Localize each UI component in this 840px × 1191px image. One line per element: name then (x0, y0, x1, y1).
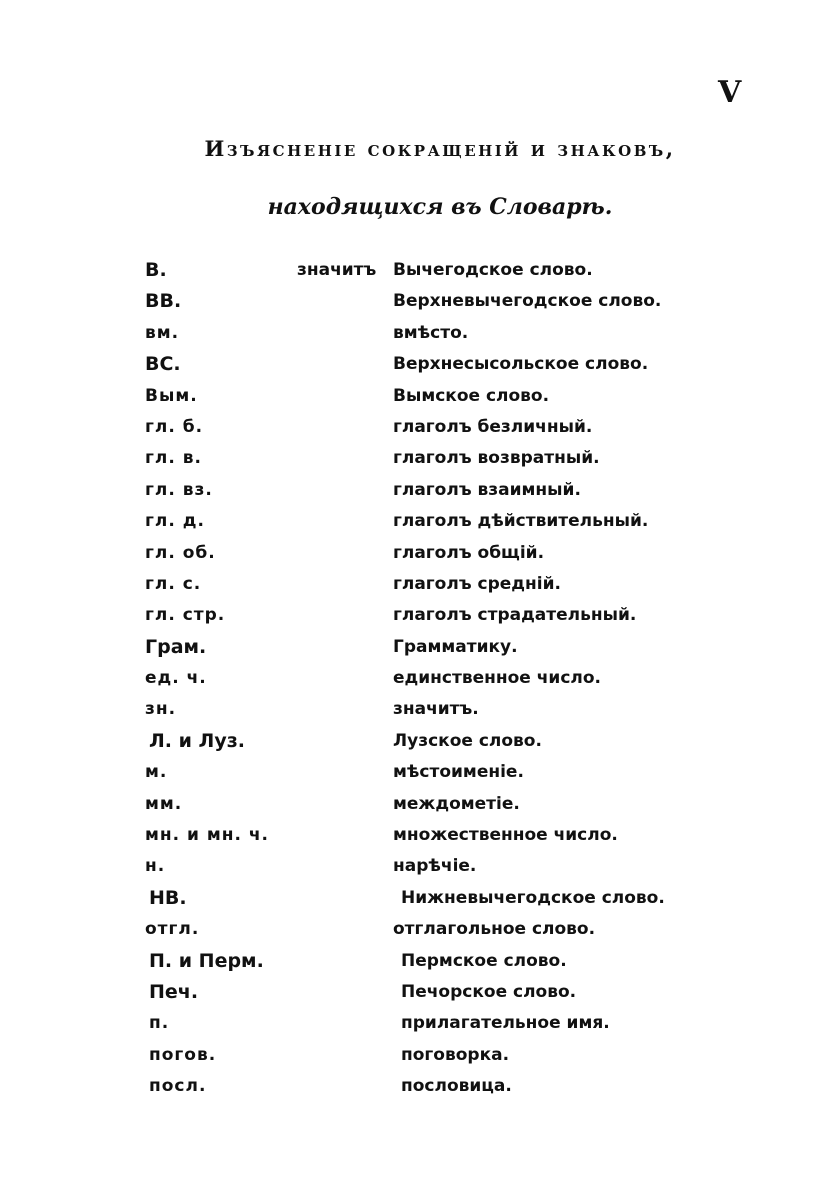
page-subtitle: находящихся въ Словарѣ. (267, 194, 613, 220)
abbreviation-meaning: Грамматику. (393, 636, 518, 657)
abbreviation-row (145, 757, 725, 788)
abbreviation: зн. (145, 699, 177, 720)
abbreviation: гл. с. (145, 573, 202, 594)
abbreviation: В. (145, 259, 167, 281)
abbreviation-list (145, 255, 725, 1103)
abbreviation-meaning: Вымское слово. (393, 385, 550, 406)
abbreviation-meaning: пословица. (401, 1076, 512, 1097)
abbreviation: м. (145, 762, 168, 783)
abbreviation-row (145, 381, 725, 412)
abbreviation-meaning: прилагательное имя. (401, 1013, 610, 1034)
abbreviation: Грам. (145, 635, 207, 658)
abbreviation-row (145, 663, 725, 694)
abbreviation: ед. ч. (145, 668, 207, 689)
abbreviation-meaning: глаголъ дѣйствительный. (393, 511, 649, 532)
abbreviation-meaning: Верхневычегодское слово. (393, 291, 662, 312)
abbreviation-row (145, 1008, 725, 1039)
abbreviation-row (145, 412, 725, 443)
abbreviation: н. (145, 856, 166, 877)
abbreviation-meaning: нарѣчіе. (393, 856, 477, 877)
abbreviation-row (145, 506, 725, 537)
abbreviation: отгл. (145, 919, 200, 940)
abbreviation-row (145, 726, 725, 757)
abbreviation: ВВ. (145, 290, 182, 313)
abbreviation-row (145, 694, 725, 725)
connector-word: значитъ (297, 260, 377, 280)
abbreviation-row (145, 977, 725, 1008)
abbreviation: гл. в. (145, 448, 202, 469)
abbreviation-meaning: Нижневычегодское слово. (401, 887, 665, 908)
abbreviation-meaning: междометіе. (393, 793, 520, 814)
abbreviation-row (145, 255, 725, 286)
abbreviation: мн. и мн. ч. (145, 825, 269, 846)
abbreviation: вм. (145, 322, 180, 343)
abbreviation: П. и Перм. (149, 949, 264, 972)
abbreviation: погов. (149, 1044, 217, 1065)
abbreviation-meaning: мѣстоименіе. (393, 762, 524, 783)
abbreviation-meaning: поговорка. (401, 1044, 510, 1065)
abbreviation: Л. и Луз. (149, 729, 245, 752)
abbreviation-row (145, 1071, 725, 1102)
abbreviation: гл. вз. (145, 479, 213, 500)
page-title: Изъясненіе сокращеній и знаковъ, (204, 136, 676, 161)
abbreviation-meaning: значитъ. (393, 699, 479, 720)
abbreviation-meaning: Пермское слово. (401, 950, 567, 971)
abbreviation-meaning: глаголъ взаимный. (393, 479, 581, 500)
abbreviation: НВ. (149, 886, 187, 909)
abbreviation-meaning: глаголъ средній. (393, 573, 561, 594)
page-number: V (718, 75, 742, 110)
abbreviation-row (145, 946, 725, 977)
abbreviation-row (145, 914, 725, 945)
abbreviation-row (145, 789, 725, 820)
abbreviation-row (145, 851, 725, 882)
abbreviation-meaning: множественное число. (393, 825, 618, 846)
abbreviation: гл. стр. (145, 605, 226, 626)
abbreviation-meaning: Печорское слово. (401, 981, 577, 1002)
abbreviation-row (145, 349, 725, 380)
abbreviation: гл. д. (145, 511, 205, 532)
abbreviation: гл. об. (145, 542, 216, 563)
abbreviation-meaning: глаголъ возвратный. (393, 448, 600, 469)
abbreviation-row (145, 286, 725, 317)
abbreviation-meaning: Лузское слово. (393, 730, 542, 751)
abbreviation: мм. (145, 793, 183, 814)
abbreviation-meaning: глаголъ безличный. (393, 416, 593, 437)
abbreviation-row (145, 883, 725, 914)
abbreviation-meaning: глаголъ страдательный. (393, 605, 637, 626)
abbreviation-row (145, 538, 725, 569)
abbreviation-row (145, 475, 725, 506)
abbreviation: гл. б. (145, 416, 204, 437)
abbreviation-meaning: глаголъ общій. (393, 542, 545, 563)
abbreviation-row (145, 569, 725, 600)
abbreviation: посл. (149, 1076, 207, 1097)
abbreviation: ВС. (145, 353, 181, 376)
abbreviation-meaning: Верхнесысольское слово. (393, 354, 649, 375)
abbreviation-meaning: Вычегодское слово. (393, 260, 593, 280)
abbreviation-row (145, 318, 725, 349)
abbreviation: Печ. (149, 980, 199, 1003)
abbreviation-row (145, 632, 725, 663)
abbreviation-row (145, 443, 725, 474)
abbreviation-row (145, 600, 725, 631)
abbreviation: Вым. (145, 385, 198, 406)
abbreviation-meaning: единственное число. (393, 668, 602, 689)
abbreviation: п. (149, 1013, 170, 1034)
abbreviation-row (145, 820, 725, 851)
abbreviation-row (145, 1040, 725, 1071)
abbreviation-meaning: отглагольное слово. (393, 919, 596, 940)
abbreviation-meaning: вмѣсто. (393, 322, 469, 343)
